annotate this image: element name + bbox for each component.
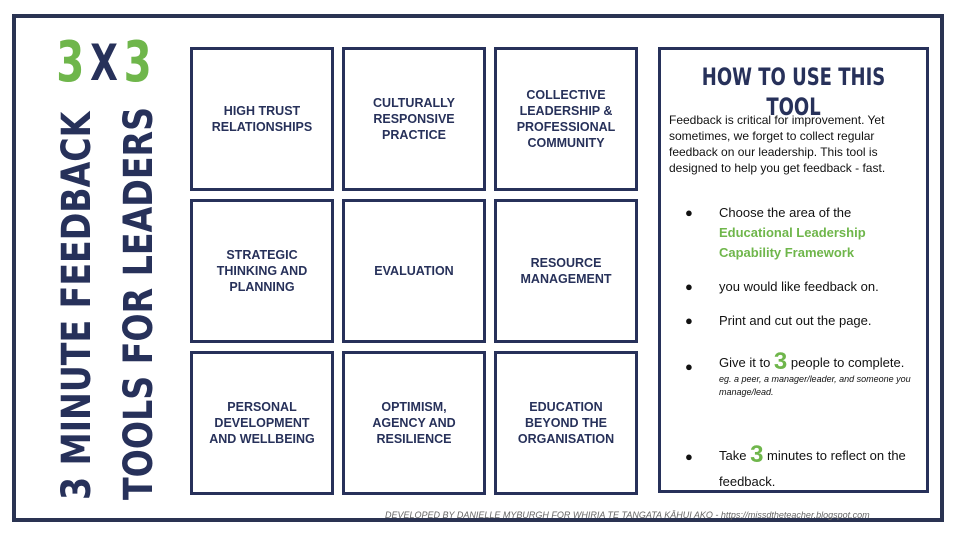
step-1-text: Choose the area of the [719, 205, 852, 220]
bullet-icon: ● [685, 279, 693, 294]
step-4-number: 3 [773, 348, 788, 375]
step-3-text: Print and cut out the page. [719, 313, 872, 328]
bullet-icon: ● [685, 359, 693, 374]
card-culturally-responsive: CULTURALLY RESPONSIVE PRACTICE [342, 47, 486, 191]
card-education-beyond: EDUCATION BEYOND THE ORGANISATION [494, 351, 638, 495]
card-collective-leadership: COLLECTIVE LEADERSHIP & PROFESSIONAL COMMUNITY [494, 47, 638, 191]
card-resource-management: RESOURCE MANAGEMENT [494, 199, 638, 343]
card-evaluation: EVALUATION [342, 199, 486, 343]
card-high-trust: HIGH TRUST RELATIONSHIPS [190, 47, 334, 191]
bullet-icon: ● [685, 449, 693, 464]
title-line2: TOOLS FOR LEADERS [116, 107, 162, 500]
capability-grid [190, 47, 639, 493]
title-times: X [90, 34, 118, 92]
title-3x3 [56, 28, 152, 98]
step-5-number: 3 [750, 441, 764, 468]
step-4-pre: Give it to [719, 355, 774, 370]
title-vertical-line1 [50, 110, 105, 500]
title-number-b: 3 [123, 30, 152, 95]
step-2-text: you would like feedback on. [719, 279, 879, 294]
card-personal-development: PERSONAL DEVELOPMENT AND WELLBEING [190, 351, 334, 495]
card-strategic-thinking: STRATEGIC THINKING AND PLANNING [190, 199, 334, 343]
card-optimism: OPTIMISM, AGENCY AND RESILIENCE [342, 351, 486, 495]
step-5-pre: Take [719, 448, 751, 463]
framework-link[interactable]: Educational Leadership Capability Framework [719, 225, 866, 260]
title-number-a: 3 [56, 30, 85, 95]
bullet-icon: ● [685, 313, 693, 328]
bullet-icon: ● [685, 205, 693, 220]
how-to-panel [658, 47, 929, 493]
step-4-example: eg. a peer, a manager/leader, and someone you manage/lead. [719, 374, 911, 397]
title-line1: 3 MINUTE FEEDBACK [54, 111, 100, 500]
step-4-post: people to complete. [787, 355, 905, 370]
how-to-heading: HOW TO USE THIS TOOL [701, 63, 886, 121]
footer-credit: DEVELOPED BY DANIELLE MYBURGH FOR WHIRIA TE TANGATA KĀHUI AKO - https://missdtheteacher.blogspot.com [385, 510, 870, 520]
step-5-post: minutes to reflect on the feedback. [719, 448, 906, 489]
title-vertical-line2 [112, 107, 167, 500]
how-to-intro: Feedback is critical for improvement. Yet sometimes, we forget to collect regular feedback on our leadership. This tool is designed to help you get feedback - fast. [669, 113, 886, 175]
